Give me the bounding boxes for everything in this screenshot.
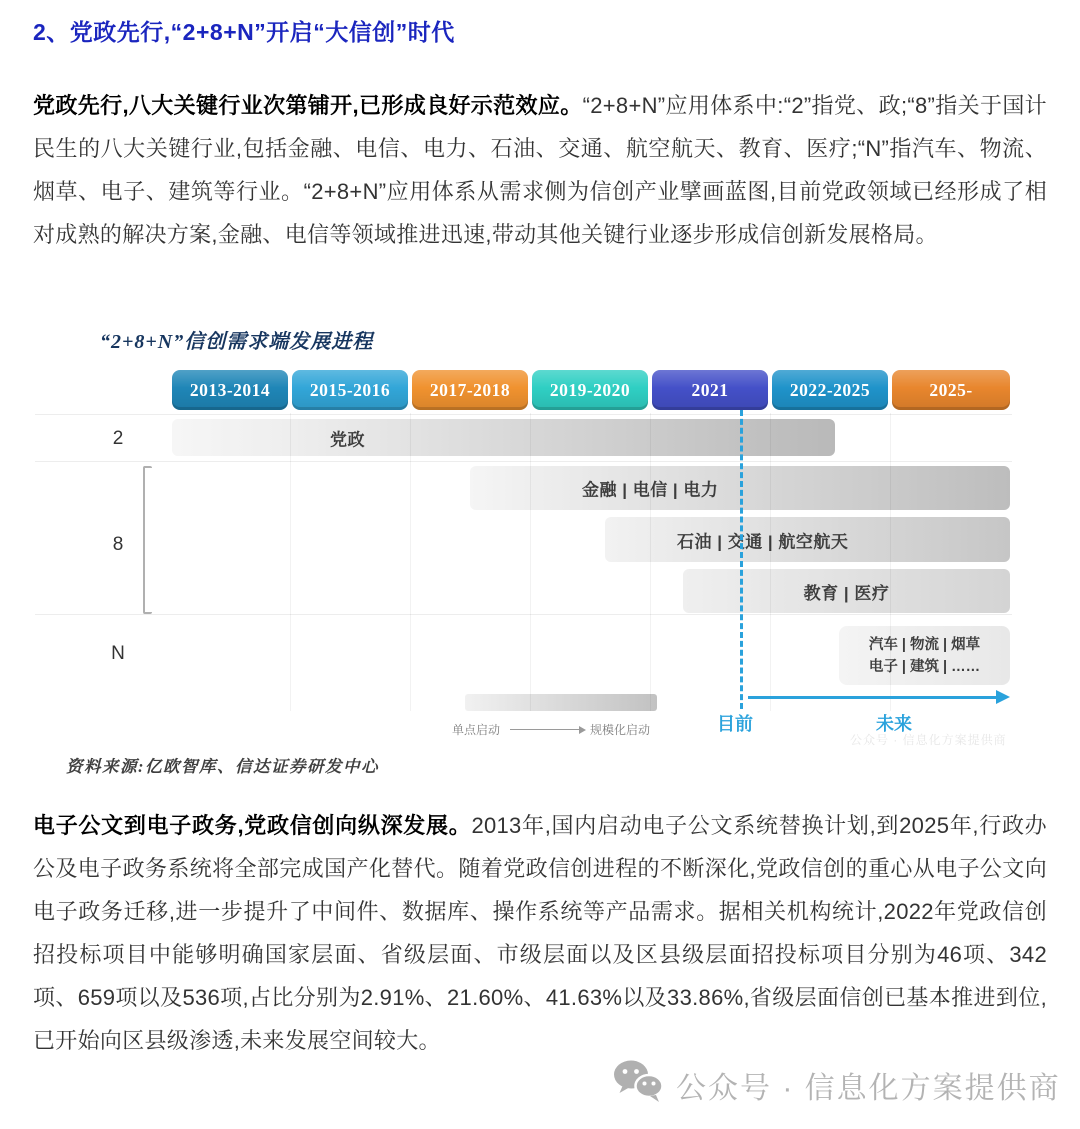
future-arrow-head-icon xyxy=(996,690,1010,704)
grid-line-vertical xyxy=(650,413,651,711)
bar-oil-label: 石油 | 交通 | 航空航天 xyxy=(677,532,849,551)
paragraph-1-body: “2+8+N”应用体系中:“2”指党、政;“8”指关于国计民生的八大关键行业,包括金融、电信、电力、石油、交通、航空航天、教育、医疗;“N”指汽车、物流、烟草、电子、建筑等行业。“2+8+N”应用体系从需求侧为信创产业擘画蓝图,目前党政领域已经形成了相对成熟的解决方案,金融、电信等领域推进迅速,带动其他关键行业逐步形成信创新发展格局。 xyxy=(33,93,1047,247)
timeline-segment-2013-2014: 2013-2014 xyxy=(172,370,288,410)
timeline-segment-2017-2018: 2017-2018 xyxy=(412,370,528,410)
paragraph-1-lead: 党政先行,八大关键行业次第铺开,已形成良好示范效应。 xyxy=(33,93,583,118)
grid-line-horizontal xyxy=(35,414,1012,415)
legend-arrow-icon xyxy=(510,729,580,730)
legend-end-label: 规模化启动 xyxy=(590,723,651,737)
timeline-segment-2022-2025: 2022-2025 xyxy=(772,370,888,410)
grid-line-vertical xyxy=(410,413,411,711)
current-time-dashed-line xyxy=(740,410,743,709)
section-heading: 2、党政先行,“2+8+N”开启“大信创”时代 xyxy=(33,19,455,45)
legend-gradient-bar xyxy=(465,694,657,711)
grid-line-vertical xyxy=(890,413,891,711)
grid-line-vertical xyxy=(770,413,771,711)
legend-start-label: 单点启动 xyxy=(452,723,501,737)
paragraph-2-body: 2013年,国内启动电子公文系统替换计划,到2025年,行政办公及电子政务系统将全部完成国产化替代。随着党政信创进程的不断深化,党政信创的重心从电子公文向电子政务迁移,进一步提升了中间件、数据库、操作系统等产品需求。据相关机构统计,2022年党政信创招投标项目中能够明确国家层面、省级层面、市级层面以及区县级层面招投标项目分别为46项、342项、659项以及536项,占比分别为2.91%、21.60%、41.63%以及33.86%,省级层面信创已基本推进到位,已开始向区县级渗透,未来发展空间较大。 xyxy=(33,813,1047,1053)
row-label-n: N xyxy=(111,643,125,664)
timeline-segment-2021: 2021 xyxy=(652,370,768,410)
row-label-2: 2 xyxy=(112,428,124,449)
bar-n-industries xyxy=(839,626,1010,685)
grid-line-vertical xyxy=(530,413,531,711)
future-label: 未来 xyxy=(876,714,912,734)
chart-faint-watermark: 公众号 · 信息化方案提供商 xyxy=(850,733,1007,747)
wechat-watermark-label: 公众号 · 信息化方案提供商 xyxy=(676,1072,1061,1105)
bar-oil-transport-aerospace xyxy=(605,517,1010,562)
bar-dangzheng xyxy=(172,419,835,456)
row-label-8: 8 xyxy=(112,534,124,555)
timeline-chart xyxy=(0,325,1080,785)
timeline-segment-2019-2020: 2019-2020 xyxy=(532,370,648,410)
chart-title: “2+8+N”信创需求端发展进程 xyxy=(100,331,374,353)
bar-education-medical xyxy=(683,569,1010,613)
wechat-icon xyxy=(612,1059,664,1111)
now-label: 目前 xyxy=(717,714,753,734)
paragraph-2 xyxy=(33,804,1047,1062)
grid-line-horizontal xyxy=(35,614,1012,615)
row-8-bracket xyxy=(143,466,152,614)
bar-dangzheng-label: 党政 xyxy=(330,430,365,449)
timeline-segment-2015-2016: 2015-2016 xyxy=(292,370,408,410)
future-arrow xyxy=(748,696,998,699)
n-industries-line2: 电子 | 建筑 | …… xyxy=(868,658,981,675)
bar-finance-label: 金融 | 电信 | 电力 xyxy=(582,480,719,500)
legend-row xyxy=(452,721,650,738)
bar-education-label: 教育 | 医疗 xyxy=(803,583,890,603)
grid-line-horizontal xyxy=(35,461,1012,462)
grid-line-vertical xyxy=(290,413,291,711)
wechat-watermark xyxy=(612,1059,1061,1111)
timeline-segment-2025: 2025- xyxy=(892,370,1010,410)
paragraph-2-lead: 电子公文到电子政务,党政信创向纵深发展。 xyxy=(33,813,472,838)
source-note: 资料来源:亿欧智库、信达证券研发中心 xyxy=(66,757,379,776)
paragraph-1 xyxy=(33,84,1047,256)
n-industries-line1: 汽车 | 物流 | 烟草 xyxy=(868,636,981,653)
